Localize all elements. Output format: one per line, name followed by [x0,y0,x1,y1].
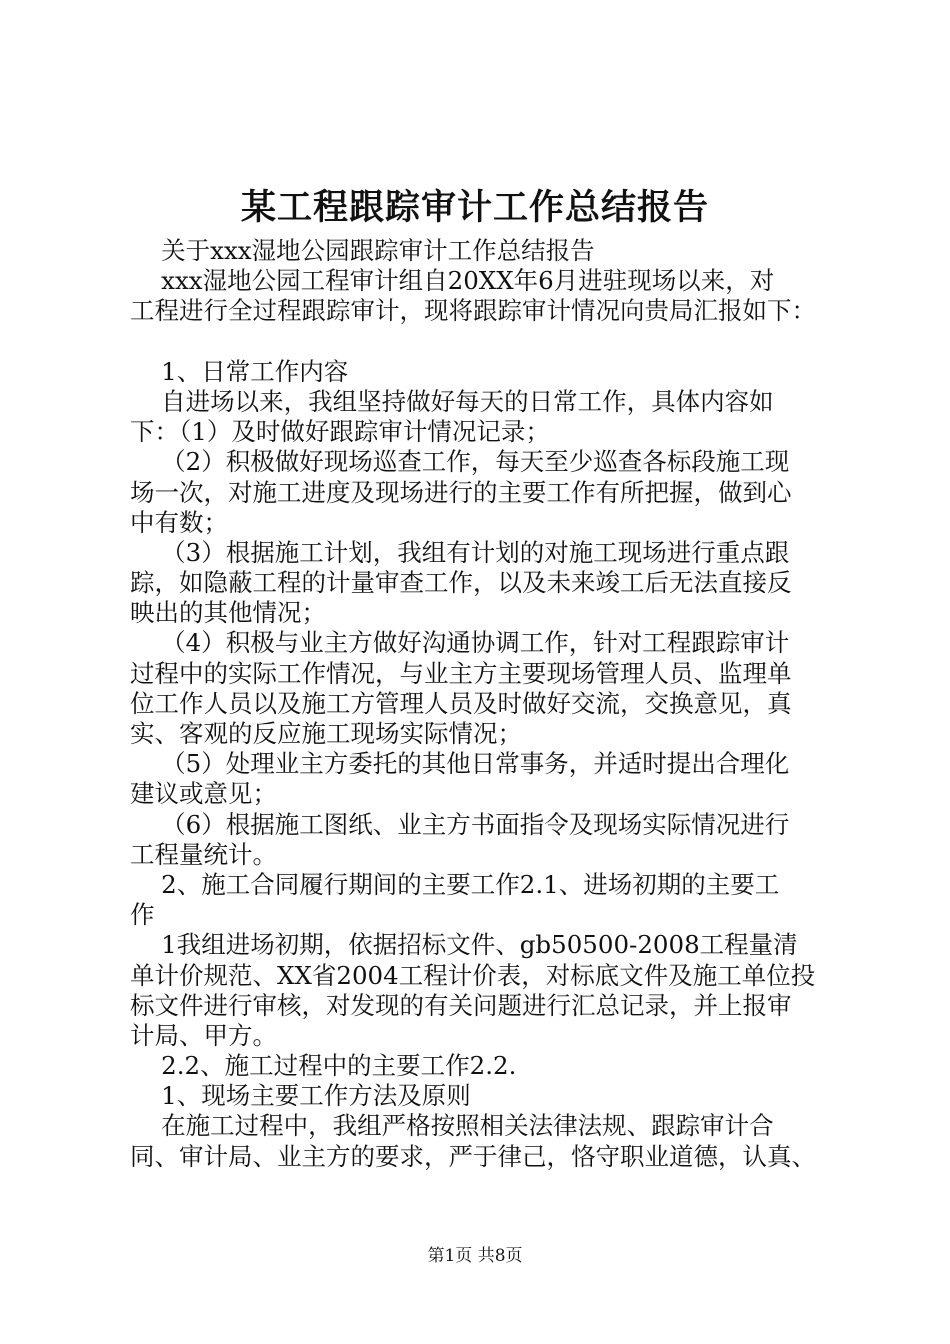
section-heading: 1、日常工作内容 [130,356,349,386]
text-line: 关于xxx湿地公园跟踪审计工作总结报告 [130,236,595,265]
section-heading: 2.2、施工过程中的主要工作2.2. [130,1051,517,1081]
text-line: xxx湿地公园工程审计组自20XX年6月进驻现场以来，对 [130,266,775,296]
text-line: 映出的其他情况； [130,598,326,628]
section-heading: 1、现场主要工作方法及原则 [130,1081,471,1111]
text-line: （6）根据施工图纸、业主方书面指令及现场实际情况进行 [130,809,790,839]
page-number: 第1页 共8页 [427,1246,523,1266]
text-line: 计局、甲方。 [130,1020,277,1050]
blank-line [130,327,830,357]
text-line: 工程量统计。 [130,839,277,869]
text-line: 踪，如隐蔽工程的计量审查工作，以及未来竣工后无法直接反 [130,568,792,598]
text-line: （2）积极做好现场巡查工作，每天至少巡查各标段施工现 [130,447,790,477]
text-line: （5）处理业主方委托的其他日常事务，并适时提出合理化 [130,749,790,779]
document-title: 某工程跟踪审计工作总结报告 [240,187,709,228]
text-line: 场一次，对施工进度及现场进行的主要工作有所把握，做到心 [130,477,792,507]
text-line: （4）积极与业主方做好沟通协调工作，针对工程跟踪审计 [130,628,790,658]
text-line: 工程进行全过程跟踪审计，现将跟踪审计情况向贵局汇报如下： [130,296,816,326]
text-line: 作 [130,900,155,930]
text-line: 自进场以来，我组坚持做好每天的日常工作，具体内容如 [130,386,774,416]
text-line: 标文件进行审核，对发现的有关问题进行汇总记录，并上报审 [130,990,792,1020]
text-line: 建议或意见； [130,779,277,809]
text-line: 在施工过程中，我组严格按照相关法律法规、跟踪审计合 [130,1111,774,1141]
text-line: 下：（1）及时做好跟踪审计情况记录； [130,417,550,447]
document-body [130,236,830,1172]
text-line: 同、审计局、业主方的要求，严于律己，恪守职业道德，认真、 [130,1141,816,1171]
text-line: 位工作人员以及施工方管理人员及时做好交流，交换意见，真 [130,688,792,718]
section-heading: 2、施工合同履行期间的主要工作2.1、进场初期的主要工 [130,869,780,899]
text-line: 过程中的实际工作情况，与业主方主要现场管理人员、监理单 [130,658,792,688]
text-line: 实、客观的反应施工现场实际情况； [130,719,522,748]
text-line: 1我组进场初期，依据招标文件、gb50500-2008工程量清 [130,930,798,960]
text-line: （3）根据施工计划，我组有计划的对施工现场进行重点跟 [130,537,790,567]
text-line: 中有数； [130,507,228,537]
text-line: 单计价规范、XX省2004工程计价表，对标底文件及施工单位投 [130,960,816,990]
